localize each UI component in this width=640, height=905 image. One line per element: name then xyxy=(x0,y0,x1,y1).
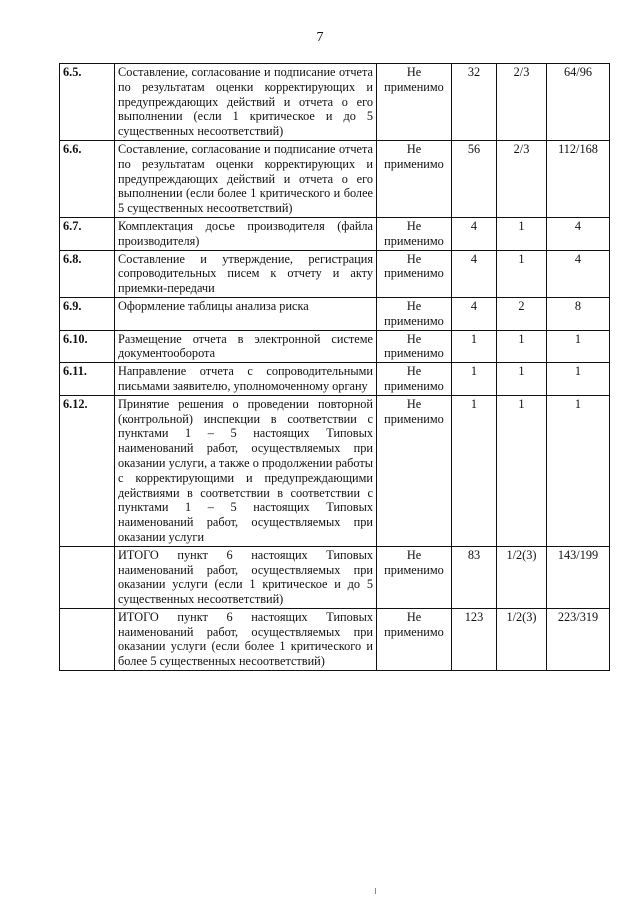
row-value-cell: 4 xyxy=(452,217,497,250)
table-row xyxy=(60,64,610,141)
work-items-table xyxy=(59,63,610,671)
row-total-cell: 64/96 xyxy=(547,64,610,141)
row-applicability-cell: Не применимо xyxy=(377,608,452,670)
row-value-cell: 123 xyxy=(452,608,497,670)
row-ratio-cell: 1/2(3) xyxy=(497,608,547,670)
page-number: 7 xyxy=(316,30,324,45)
scan-artifact xyxy=(375,888,376,894)
row-value-cell: 32 xyxy=(452,64,497,141)
row-total-cell: 8 xyxy=(547,297,610,330)
row-description-cell: Оформление таблицы анализа риска xyxy=(115,297,377,330)
table-row xyxy=(60,297,610,330)
table-row xyxy=(60,250,610,297)
row-applicability-cell: Не применимо xyxy=(377,546,452,608)
row-total-cell: 1 xyxy=(547,395,610,546)
row-ratio-cell: 1 xyxy=(497,217,547,250)
row-applicability-cell: Не применимо xyxy=(377,395,452,546)
table-row xyxy=(60,217,610,250)
row-number-cell: 6.8. xyxy=(60,250,115,297)
row-number-cell: 6.12. xyxy=(60,395,115,546)
row-ratio-cell: 2 xyxy=(497,297,547,330)
row-value-cell: 1 xyxy=(452,363,497,396)
row-total-cell: 112/168 xyxy=(547,140,610,217)
row-value-cell: 56 xyxy=(452,140,497,217)
row-number-cell: 6.7. xyxy=(60,217,115,250)
table-row xyxy=(60,363,610,396)
row-total-cell: 1 xyxy=(547,330,610,363)
row-description-cell: Размещение отчета в электронной системе документооборота xyxy=(115,330,377,363)
row-description-cell: ИТОГО пункт 6 настоящих Типовых наименований работ, осуществляемых при оказании услуги (если 1 критическое и до 5 существенных несоответствий) xyxy=(115,546,377,608)
row-number-cell xyxy=(60,546,115,608)
row-total-cell: 1 xyxy=(547,363,610,396)
row-ratio-cell: 1/2(3) xyxy=(497,546,547,608)
table-row xyxy=(60,140,610,217)
row-ratio-cell: 2/3 xyxy=(497,140,547,217)
table-row xyxy=(60,395,610,546)
row-total-cell: 143/199 xyxy=(547,546,610,608)
row-description-cell: ИТОГО пункт 6 настоящих Типовых наименований работ, осуществляемых при оказании услуги (если более 1 критического и более 5 существенных несоответствий) xyxy=(115,608,377,670)
row-value-cell: 1 xyxy=(452,330,497,363)
row-number-cell: 6.6. xyxy=(60,140,115,217)
row-ratio-cell: 1 xyxy=(497,250,547,297)
row-value-cell: 4 xyxy=(452,297,497,330)
row-ratio-cell: 1 xyxy=(497,395,547,546)
table-row xyxy=(60,546,610,608)
row-description-cell: Составление, согласование и подписание отчета по результатам оценки корректирующих и предупреждающих действий и отчета о его выполнении (если более 1 критического и более 5 существенных несоответствий) xyxy=(115,140,377,217)
row-value-cell: 4 xyxy=(452,250,497,297)
row-applicability-cell: Не применимо xyxy=(377,297,452,330)
row-number-cell: 6.5. xyxy=(60,64,115,141)
row-value-cell: 1 xyxy=(452,395,497,546)
row-applicability-cell: Не применимо xyxy=(377,217,452,250)
row-ratio-cell: 1 xyxy=(497,330,547,363)
row-applicability-cell: Не применимо xyxy=(377,363,452,396)
row-value-cell: 83 xyxy=(452,546,497,608)
row-number-cell: 6.11. xyxy=(60,363,115,396)
row-ratio-cell: 2/3 xyxy=(497,64,547,141)
row-applicability-cell: Не применимо xyxy=(377,64,452,141)
table-row xyxy=(60,330,610,363)
row-number-cell: 6.9. xyxy=(60,297,115,330)
row-total-cell: 4 xyxy=(547,217,610,250)
row-number-cell xyxy=(60,608,115,670)
row-number-cell: 6.10. xyxy=(60,330,115,363)
row-ratio-cell: 1 xyxy=(497,363,547,396)
row-applicability-cell: Не применимо xyxy=(377,140,452,217)
row-description-cell: Составление, согласование и подписание отчета по результатам оценки корректирующих и предупреждающих действий и отчета о его выполнении (если 1 критическое и до 5 существенных несоответствий) xyxy=(115,64,377,141)
row-total-cell: 4 xyxy=(547,250,610,297)
row-applicability-cell: Не применимо xyxy=(377,250,452,297)
row-applicability-cell: Не применимо xyxy=(377,330,452,363)
table-row xyxy=(60,608,610,670)
row-description-cell: Направление отчета с сопроводительными письмами заявителю, уполномоченному органу xyxy=(115,363,377,396)
row-total-cell: 223/319 xyxy=(547,608,610,670)
row-description-cell: Комплектация досье производителя (файла производителя) xyxy=(115,217,377,250)
row-description-cell: Принятие решения о проведении повторной (контрольной) инспекции в соответствии с пунктами 1 – 5 настоящих Типовых наименований работ, осуществляемых при оказании услуги, а также о продолжении работы с корректирующими и предупреждающими действиями в соответствии в соответствии с пунктами 1 – 5 настоящих Типовых наименований работ, осуществляемых при оказании услуги xyxy=(115,395,377,546)
row-description-cell: Составление и утверждение, регистрация сопроводительных писем к отчету и акту приемки-передачи xyxy=(115,250,377,297)
